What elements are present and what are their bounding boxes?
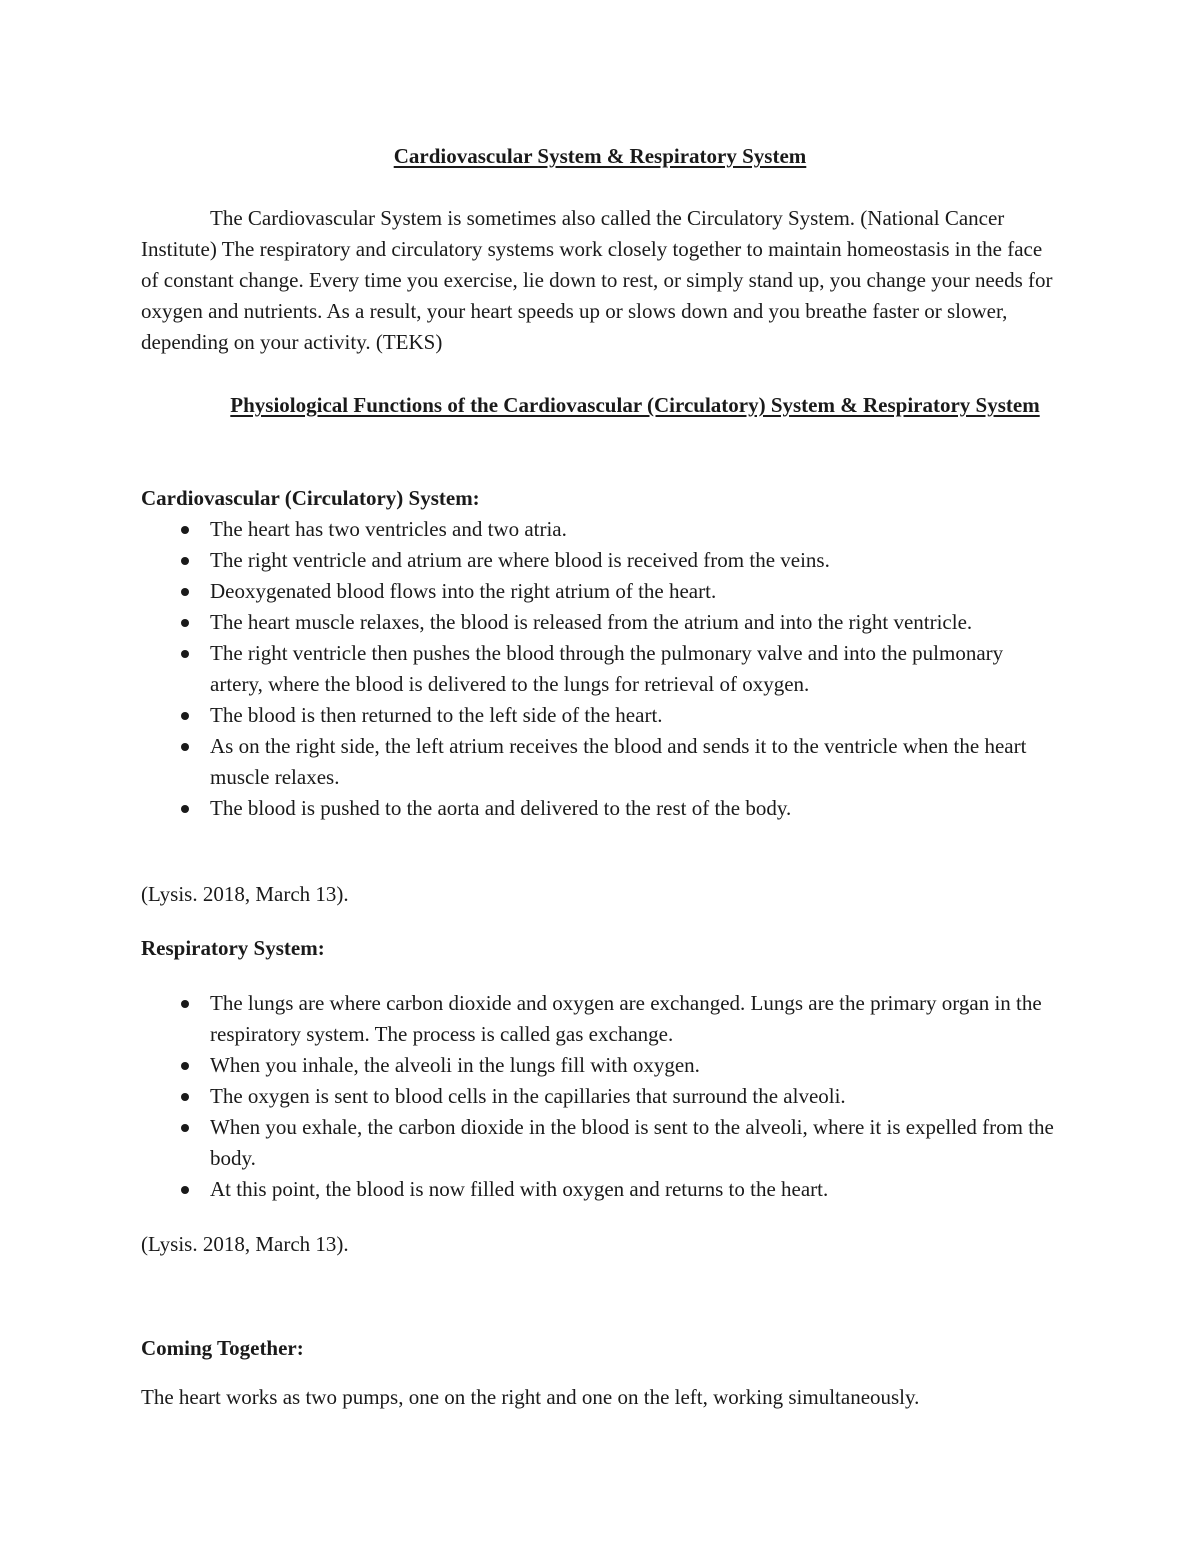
cardiovascular-list [141, 514, 1061, 824]
list-item-text: As on the right side, the left atrium receives the blood and sends it to the ventricle when the heart muscle relaxes. [210, 734, 1027, 789]
cardiovascular-heading: Cardiovascular (Circulatory) System: [141, 486, 480, 510]
cardiovascular-citation-block [141, 879, 1061, 910]
bullet-icon [181, 1000, 189, 1008]
list-item-text: The lungs are where carbon dioxide and oxygen are exchanged. Lungs are the primary organ in the respiratory system. The process is called gas exchange. [210, 991, 1042, 1046]
list-item [141, 607, 1061, 638]
list-item [141, 988, 1061, 1050]
list-item [141, 576, 1061, 607]
coming-together-section [141, 1333, 1061, 1364]
list-item [141, 1174, 1061, 1205]
list-item [141, 731, 1061, 793]
citation: (Lysis. 2018, March 13). [141, 882, 349, 906]
bullet-icon [181, 526, 189, 534]
list-item [141, 1050, 1061, 1081]
list-item-text: When you inhale, the alveoli in the lungs fill with oxygen. [210, 1053, 700, 1077]
list-item [141, 545, 1061, 576]
respiratory-section [141, 933, 1061, 964]
bullet-icon [181, 619, 189, 627]
bullet-icon [181, 743, 189, 751]
respiratory-list [141, 988, 1061, 1205]
bullet-icon [181, 712, 189, 720]
bullet-icon [181, 1186, 189, 1194]
respiratory-list-block [141, 988, 1061, 1205]
intro-section [141, 203, 1061, 358]
bullet-icon [181, 650, 189, 658]
respiratory-heading: Respiratory System: [141, 936, 325, 960]
coming-together-heading: Coming Together: [141, 1336, 304, 1360]
cardiovascular-section [141, 483, 1061, 824]
bullet-icon [181, 1093, 189, 1101]
list-item [141, 1112, 1061, 1174]
list-item-text: The oxygen is sent to blood cells in the capillaries that surround the alveoli. [210, 1084, 846, 1108]
list-item-text: When you exhale, the carbon dioxide in the blood is sent to the alveoli, where it is expelled from the body. [210, 1115, 1054, 1170]
list-item [141, 793, 1061, 824]
page-title: Cardiovascular System & Respiratory System [393, 144, 807, 168]
list-item [141, 638, 1061, 700]
list-item-text: Deoxygenated blood flows into the right atrium of the heart. [210, 579, 717, 603]
bullet-icon [181, 1062, 189, 1070]
respiratory-citation-block [141, 1229, 1061, 1260]
list-item-text: The right ventricle then pushes the blood through the pulmonary valve and into the pulmonary artery, where the blood is delivered to the lungs for retrieval of oxygen. [210, 641, 1004, 696]
list-item-text: The heart has two ventricles and two atria. [210, 517, 567, 541]
list-item-text: The right ventricle and atrium are where blood is received from the veins. [210, 548, 830, 572]
intro-paragraph: The Cardiovascular System is sometimes also called the Circulatory System. (National Cancer Institute) The respiratory and circulatory systems work closely together to maintain homeostasis in the face of constant change. Every time you exercise, lie down to rest, or simply stand up, you change your needs for oxygen and nutrients. As a result, your heart speeds up or slows down and you breathe faster or slower, depending on your activity. (TEKS) [141, 206, 1053, 354]
citation: (Lysis. 2018, March 13). [141, 1232, 349, 1256]
list-item-text: The blood is pushed to the aorta and delivered to the rest of the body. [210, 796, 792, 820]
list-item [141, 514, 1061, 545]
list-item [141, 1081, 1061, 1112]
bullet-icon [181, 557, 189, 565]
section-subtitle: Physiological Functions of the Cardiovascular (Circulatory) System & Respiratory System [230, 393, 1040, 417]
bullet-icon [181, 1124, 189, 1132]
coming-together-text: The heart works as two pumps, one on the right and one on the left, working simultaneously. [141, 1385, 920, 1409]
list-item-text: The blood is then returned to the left side of the heart. [210, 703, 663, 727]
list-item-text: At this point, the blood is now filled with oxygen and returns to the heart. [210, 1177, 829, 1201]
coming-together-text-block [141, 1382, 1061, 1413]
list-item-text: The heart muscle relaxes, the blood is released from the atrium and into the right ventricle. [210, 610, 973, 634]
bullet-icon [181, 805, 189, 813]
bullet-icon [181, 588, 189, 596]
list-item [141, 700, 1061, 731]
